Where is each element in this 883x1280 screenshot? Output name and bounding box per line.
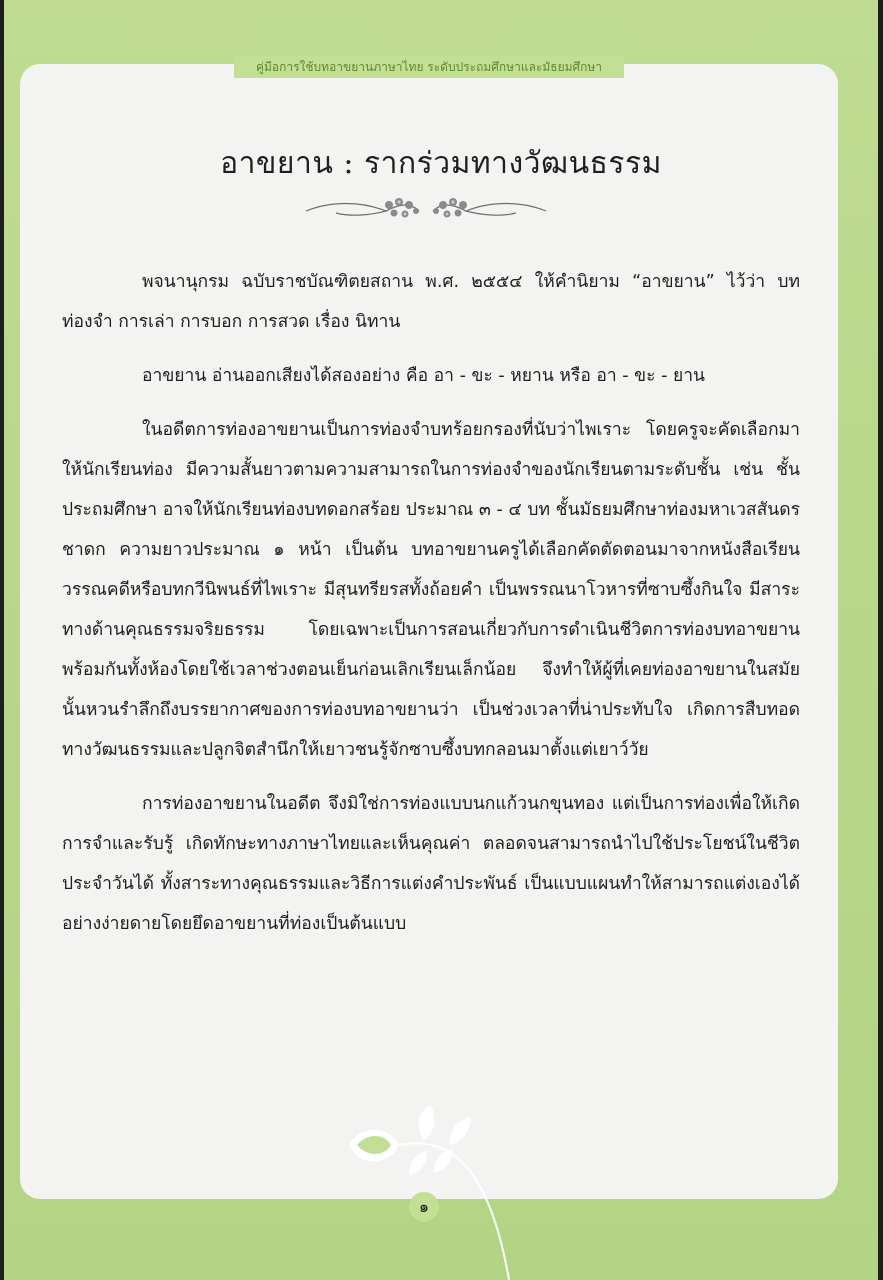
paragraph: พจนานุกรม ฉบับราชบัณฑิตยสถาน พ.ศ. ๒๕๕๔ ให้คำนิยาม “อาขยาน” ไว้ว่า บทท่องจำ การเล่า การบอก การสวด เรื่อง นิทาน [62,272,800,332]
body-text [62,262,800,958]
page-number: ๑ [409,1192,439,1222]
running-header: คู่มือการใช้บทอาขยานภาษาไทย ระดับประถมศึกษาและมัธยมศึกษา [234,56,624,78]
floral-divider-icon [301,193,551,229]
page-title: อาขยาน : รากร่วมทางวัฒนธรรม [220,146,662,181]
paragraph: ในอดีตการท่องอาขยานเป็นการท่องจำบทร้อยกรองที่นับว่าไพเราะ โดยครูจะคัดเลือกมาให้นักเรียนท่อง มีความสั้นยาวตามความสามารถในการท่องจำของนักเรียนตามระดับชั้น เช่น ชั้นประถมศึกษา อาจให้นักเรียนท่องบทดอกสร้อย ประมาณ ๓ - ๔ บท ชั้นมัธยมศึกษาท่องมหาเวสสันดรชาดก ความยาวประมาณ ๑ หน้า เป็นต้น บทอาขยานครูได้เลือกคัดตัดตอนมาจากหนังสือเรียนวรรณคดีหรือบทกวีนิพนธ์ที่ไพเราะ มีสุนทรียรสทั้งถ้อยคำ เป็นพรรณนาโวหารที่ซาบซึ้งกินใจ มีสาระทางด้านคุณธรรมจริยธรรม โดยเฉพาะเป็นการสอนเกี่ยวกับการดำเนินชีวิตการท่องบทอาขยานพร้อมกันทั้งห้องโดยใช้เวลาช่วงตอนเย็นก่อนเลิกเรียนเล็กน้อย จึงทำให้ผู้ที่เคยท่องอาขยานในสมัยนั้นหวนรำลึกถึงบรรยากาศของการท่องบทอาขยานว่า เป็นช่วงเวลาที่น่าประทับใจ เกิดการสืบทอดทางวัฒนธรรมและปลูกจิตสำนึกให้เยาวชนรู้จักซาบซึ้งบทกลอนมาตั้งแต่เยาว์วัย [62,420,800,760]
paragraph: การท่องอาขยานในอดีต จึงมิใช่การท่องแบบนกแก้วนกขุนทอง แต่เป็นการท่องเพื่อให้เกิดการจำและรับรู้ เกิดทักษะทางภาษาไทยและเห็นคุณค่า ตลอดจนสามารถนำไปใช้ประโยชน์ในชีวิตประจำวันได้ ทั้งสาระทางคุณธรรมและวิธีการแต่งคำประพันธ์ เป็นแบบแผนทำให้สามารถแต่งเองได้อย่างง่ายดายโดยยึดอาขยานที่ท่องเป็นต้นแบบ [62,794,800,934]
book-page [4,0,878,1280]
paragraph: อาขยาน อ่านออกเสียงได้สองอย่าง คือ อา - ขะ - หยาน หรือ อา - ขะ - ยาน [142,366,706,386]
lotus-flower-icon [339,1105,539,1280]
